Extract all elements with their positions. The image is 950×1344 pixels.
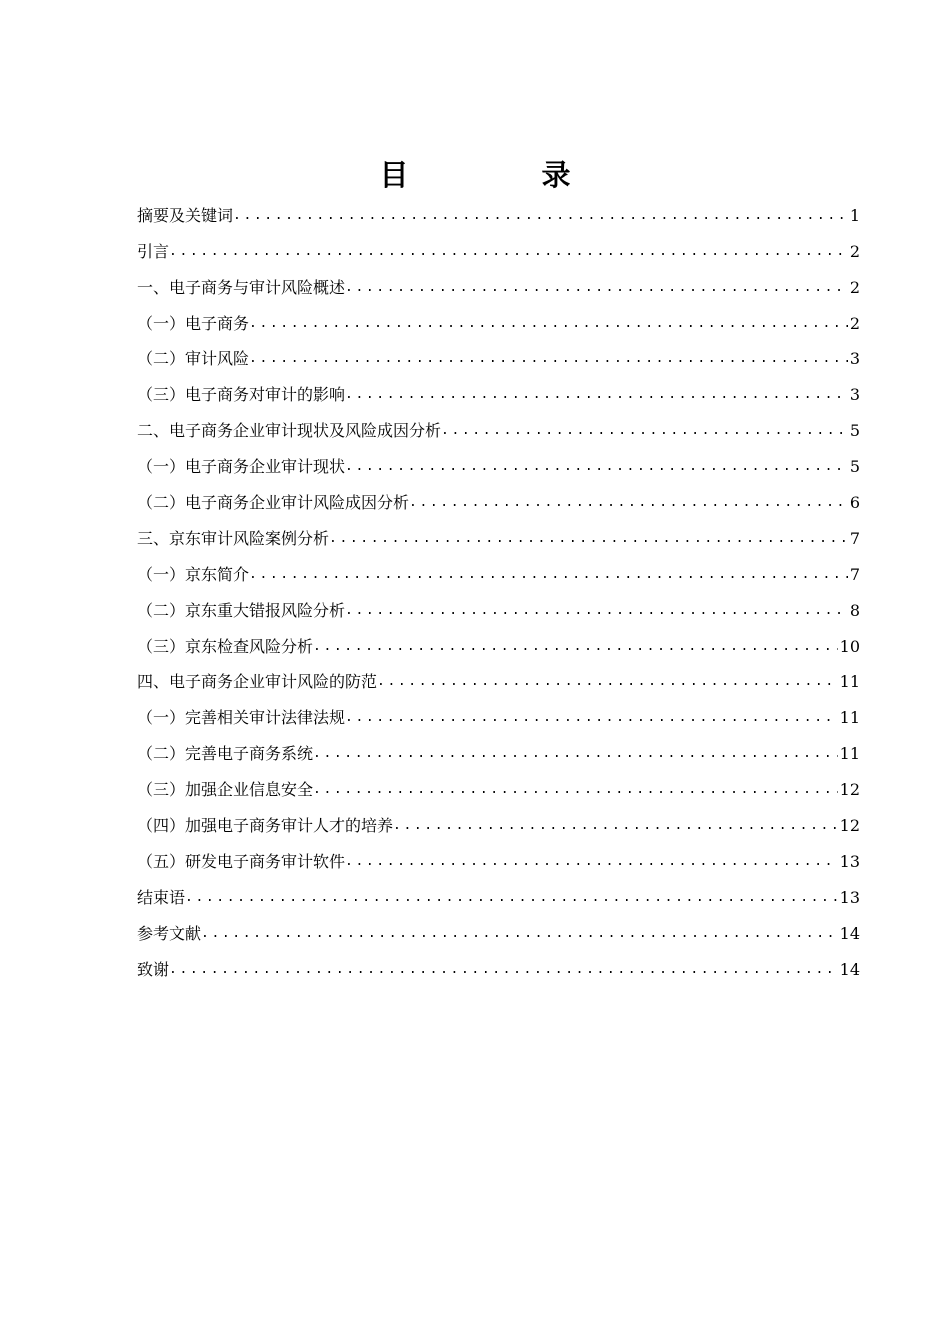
- toc-dot-leader: [313, 744, 838, 770]
- toc-entry-page-number: 6: [849, 493, 860, 513]
- toc-entry-label: （三）加强企业信息安全: [137, 780, 314, 800]
- toc-entry[interactable]: [137, 770, 860, 806]
- toc-entry[interactable]: [137, 663, 860, 699]
- toc-entry[interactable]: [137, 447, 860, 483]
- toc-dot-leader: [169, 242, 848, 268]
- toc-title: 目 录: [379, 158, 623, 192]
- toc-entry-page-number: 12: [839, 780, 860, 800]
- toc-entry-page-number: 7: [849, 528, 860, 548]
- toc-entry-label: （五）研发电子商务审计软件: [137, 851, 346, 871]
- table-of-contents: [137, 196, 860, 986]
- toc-dot-leader: [329, 529, 848, 555]
- toc-entry[interactable]: [137, 340, 860, 376]
- toc-entry-label: 二、电子商务企业审计现状及风险成因分析: [137, 421, 442, 441]
- toc-entry[interactable]: [137, 304, 860, 340]
- toc-entry-label: （二）电子商务企业审计风险成因分析: [137, 493, 410, 513]
- toc-dot-leader: [393, 816, 838, 842]
- toc-dot-leader: [313, 780, 838, 806]
- toc-entry-label: 参考文献: [137, 923, 202, 943]
- toc-entry-page-number: 10: [839, 636, 860, 656]
- toc-dot-leader: [185, 888, 838, 914]
- toc-entry-label: （四）加强电子商务审计人才的培养: [137, 816, 394, 836]
- toc-dot-leader: [345, 385, 848, 411]
- toc-entry[interactable]: [137, 375, 860, 411]
- toc-dot-leader: [345, 278, 848, 304]
- toc-dot-leader: [249, 349, 848, 375]
- toc-dot-leader: [201, 924, 838, 950]
- toc-entry-page-number: 11: [839, 672, 860, 692]
- toc-entry-page-number: 7: [849, 564, 860, 584]
- toc-entry-label: （一）电子商务企业审计现状: [137, 457, 346, 477]
- toc-entry[interactable]: [137, 627, 860, 663]
- toc-dot-leader: [409, 493, 848, 519]
- toc-dot-leader: [345, 457, 848, 483]
- toc-entry-page-number: 13: [839, 887, 860, 907]
- toc-entry-page-number: 3: [849, 349, 860, 369]
- toc-entry-label: 四、电子商务企业审计风险的防范: [137, 672, 378, 692]
- toc-entry[interactable]: [137, 950, 860, 986]
- toc-dot-leader: [441, 421, 848, 447]
- toc-entry-label: （二）完善电子商务系统: [137, 744, 314, 764]
- toc-entry-label: （二）京东重大错报风险分析: [137, 600, 346, 620]
- toc-entry-page-number: 12: [839, 816, 860, 836]
- toc-entry[interactable]: [137, 806, 860, 842]
- toc-entry-page-number: 8: [849, 600, 860, 620]
- toc-entry[interactable]: [137, 734, 860, 770]
- toc-dot-leader: [169, 960, 838, 986]
- toc-entry-label: 致谢: [137, 959, 170, 979]
- toc-dot-leader: [233, 206, 848, 232]
- toc-entry-page-number: 2: [849, 313, 860, 333]
- toc-entry-page-number: 11: [839, 708, 860, 728]
- toc-entry-label: （一）电子商务: [137, 313, 250, 333]
- toc-entry-label: 结束语: [137, 887, 186, 907]
- toc-entry-page-number: 14: [839, 959, 860, 979]
- toc-entry[interactable]: [137, 842, 860, 878]
- toc-entry[interactable]: [137, 268, 860, 304]
- toc-entry-page-number: 13: [839, 851, 860, 871]
- toc-entry[interactable]: [137, 878, 860, 914]
- toc-entry[interactable]: [137, 483, 860, 519]
- toc-entry-page-number: 5: [849, 457, 860, 477]
- toc-entry[interactable]: [137, 232, 860, 268]
- toc-dot-leader: [249, 314, 848, 340]
- toc-entry-label: （一）京东简介: [137, 564, 250, 584]
- toc-entry-label: （三）京东检查风险分析: [137, 636, 314, 656]
- toc-entry[interactable]: [137, 555, 860, 591]
- toc-dot-leader: [345, 601, 848, 627]
- toc-entry[interactable]: [137, 411, 860, 447]
- toc-dot-leader: [249, 565, 848, 591]
- toc-dot-leader: [345, 708, 838, 734]
- toc-entry[interactable]: [137, 196, 860, 232]
- toc-entry-label: （一）完善相关审计法律法规: [137, 708, 346, 728]
- toc-dot-leader: [345, 852, 838, 878]
- toc-entry[interactable]: [137, 591, 860, 627]
- toc-entry-label: 三、京东审计风险案例分析: [137, 528, 330, 548]
- toc-entry-page-number: 1: [849, 205, 860, 225]
- toc-entry-page-number: 11: [839, 744, 860, 764]
- toc-entry[interactable]: [137, 698, 860, 734]
- toc-dot-leader: [313, 637, 838, 663]
- toc-entry-page-number: 2: [849, 241, 860, 261]
- toc-entry-label: （三）电子商务对审计的影响: [137, 385, 346, 405]
- toc-entry-label: 一、电子商务与审计风险概述: [137, 277, 346, 297]
- toc-entry-page-number: 3: [849, 385, 860, 405]
- toc-entry-page-number: 2: [849, 277, 860, 297]
- toc-entry[interactable]: [137, 519, 860, 555]
- toc-entry-label: 摘要及关键词: [137, 205, 234, 225]
- toc-entry-label: 引言: [137, 241, 170, 261]
- toc-entry-page-number: 5: [849, 421, 860, 441]
- toc-entry[interactable]: [137, 914, 860, 950]
- toc-entry-label: （二）审计风险: [137, 349, 250, 369]
- toc-entry-page-number: 14: [839, 923, 860, 943]
- toc-dot-leader: [377, 672, 838, 698]
